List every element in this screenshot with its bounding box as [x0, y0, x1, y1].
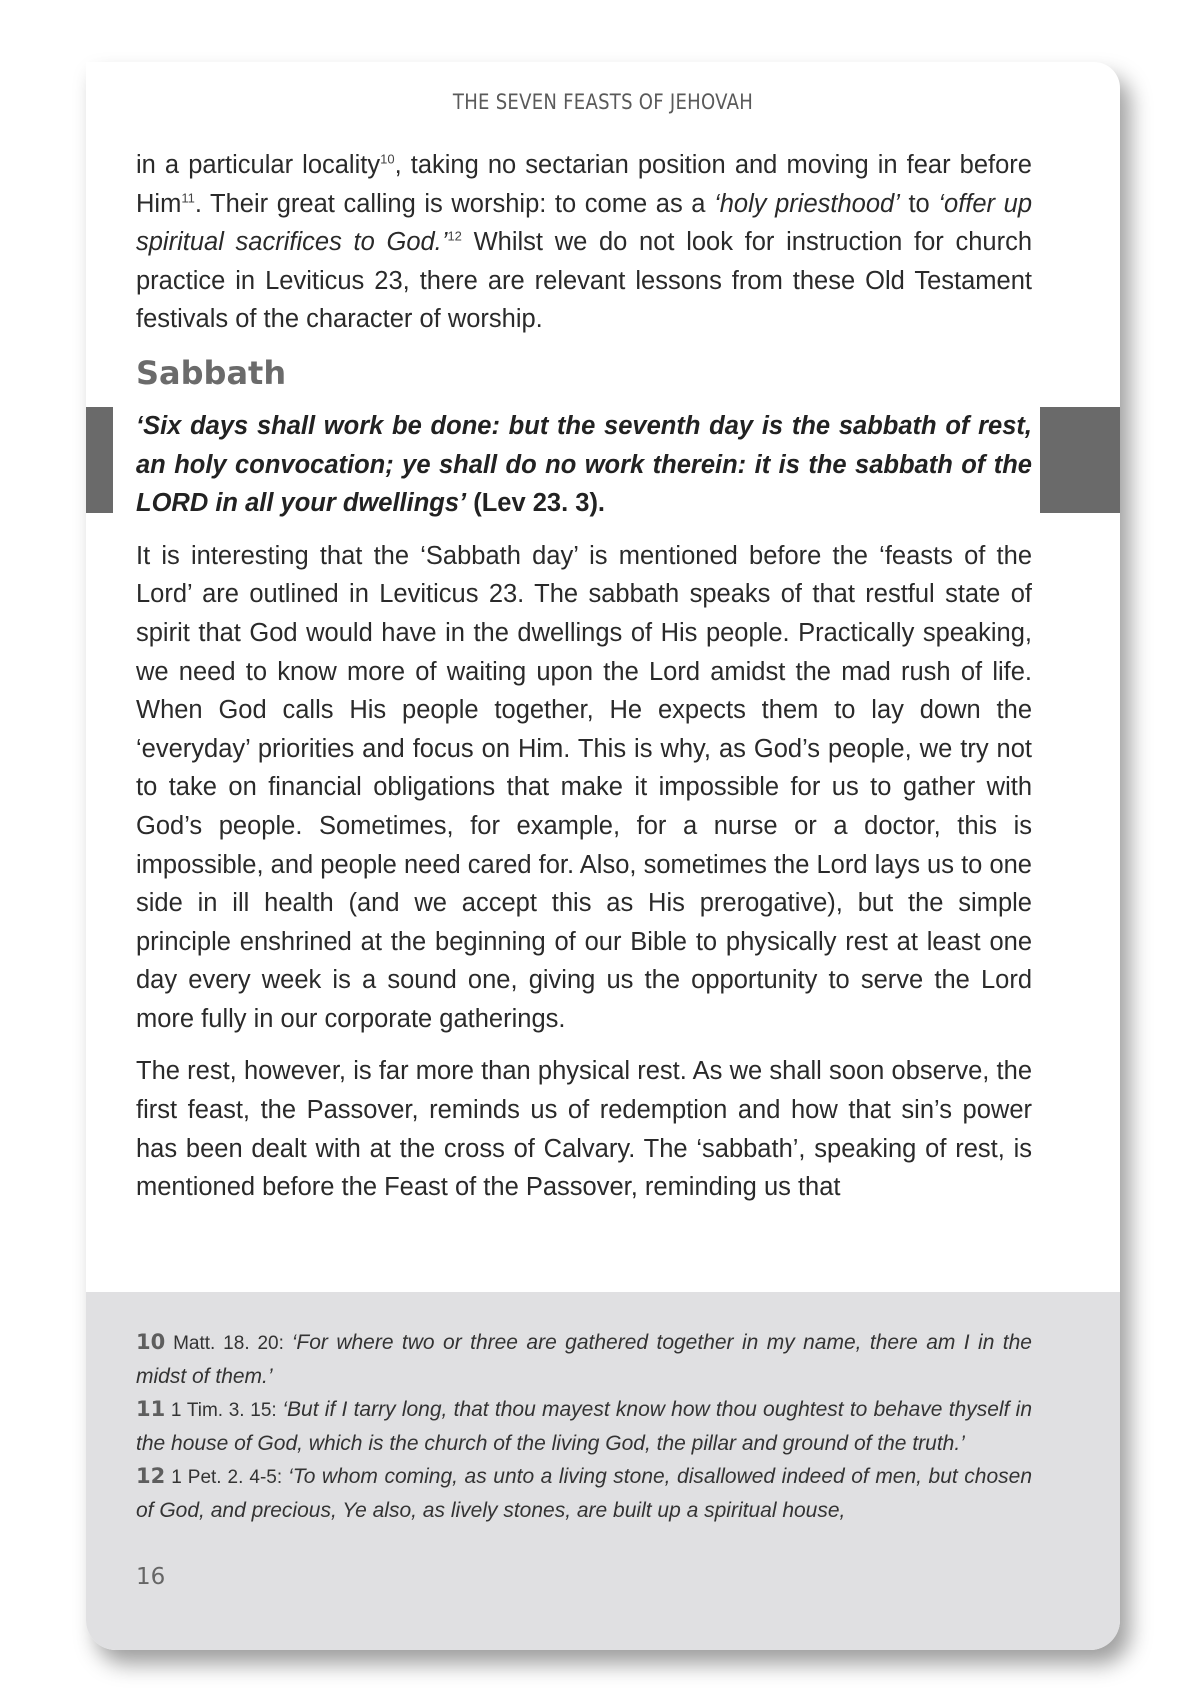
book-page	[86, 62, 1120, 1650]
footnote-reference: Matt. 18. 20:	[165, 1333, 292, 1354]
footnote	[136, 1460, 1032, 1527]
footnote-number: 12	[136, 1464, 166, 1489]
scripture-quote-text: ‘Six days shall work be done: but the seventh day is the sabbath of rest, an holy convocation; ye shall do no work therein: it is the sabbath of the LORD in all your dwellings’	[136, 411, 1032, 518]
intro-quote: ‘holy priesthood’	[714, 189, 900, 218]
footnote-text: ‘For where two or three are gathered together in my name, there am I in the midst of them.’	[136, 1331, 1032, 1388]
page-number: 16	[136, 1564, 166, 1590]
footnote	[136, 1393, 1032, 1460]
quote-accent-bar-right	[1040, 407, 1120, 513]
intro-quote: ‘offer up spiritual sacrifices to God.’	[136, 189, 1032, 257]
intro-text: to	[899, 189, 939, 218]
intro-text: Whilst we do not look for instruction for church practice in Leviticus 23, there are relevant lessons from these Old Testament festivals of the character of worship.	[136, 228, 1033, 334]
footnotes-panel	[86, 1292, 1120, 1650]
footnotes-list	[136, 1326, 1032, 1528]
footnote-number: 11	[136, 1397, 166, 1422]
quote-accent-bar-left	[86, 407, 113, 513]
intro-text: . Their great calling is worship: to come as a	[194, 189, 715, 218]
footnote-marker: 11	[181, 190, 195, 206]
scripture-quote-block	[136, 407, 1032, 523]
scripture-reference: (Lev 23. 3).	[466, 489, 606, 518]
footnote-marker: 12	[447, 228, 462, 244]
footnote-reference: 1 Tim. 3. 15:	[165, 1400, 283, 1422]
footnote-marker: 10	[380, 151, 395, 167]
footnote-text: ‘But if I tarry long, that thou mayest know how thou oughtest to behave thyself in the house of God, which is the church of the living God, the pillar and ground of the truth.’	[136, 1398, 1032, 1455]
body-paragraph: The rest, however, is far more than physical rest. As we shall soon observe, the first feast, the Passover, reminds us of redemption and how that sin’s power has been dealt with at the cross of Calvary. The ‘sabbath’, speaking of rest, is mentioned before the Feast of the Passover, reminding us that	[136, 1057, 1032, 1202]
intro-text: , taking no sectarian position and moving in fear before Him	[136, 151, 1032, 218]
footnote-number: 10	[136, 1330, 166, 1354]
footnote-text: ‘To whom coming, as unto a living stone, disallowed indeed of men, but chosen of God, and precious, Ye also, as lively stones, are built up a spiritual house,	[136, 1465, 1032, 1522]
main-text	[136, 146, 1032, 1221]
footnote	[136, 1326, 1032, 1393]
running-head: THE SEVEN FEASTS OF JEHOVAH	[452, 90, 754, 114]
body-paragraph: It is interesting that the ‘Sabbath day’ is mentioned before the ‘feasts of the Lord’ are outlined in Leviticus 23. The sabbath speaks of that restful state of spirit that God would have in the dwellings of His people. Practically speaking, we need to know more of waiting upon the Lord amidst the mad rush of life. When God calls His people together, He expects them to lay down the ‘everyday’ priorities and focus on Him. This is why, as God’s people, we try not to take on financial obligations that make it impossible for us to gather with God’s people. Sometimes, for example, for a nurse or a doctor, this is impossible, and people need cared for. Also, sometimes the Lord lays us to one side in ill health (and we accept this as His prerogative), but the simple principle enshrined at the beginning of our Bible to physically rest at least one day every week is a sound one, giving us the opportunity to serve the Lord more fully in our corporate gatherings.	[136, 541, 1032, 1033]
footnote-reference: 1 Pet. 2. 4-5:	[165, 1467, 289, 1489]
intro-paragraph	[136, 146, 1032, 339]
section-heading: Sabbath	[136, 353, 287, 392]
intro-text: in a particular locality	[136, 151, 381, 179]
scripture-quote	[136, 407, 1032, 523]
